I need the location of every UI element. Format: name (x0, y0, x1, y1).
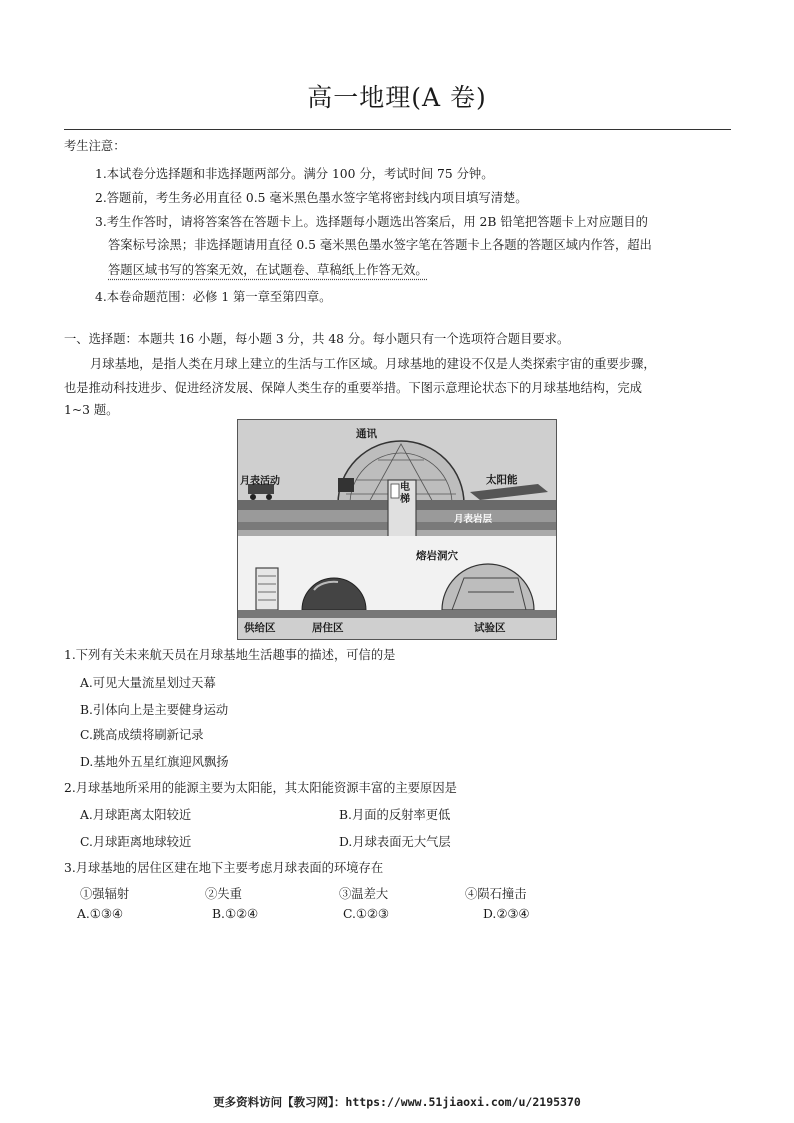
option: C.月球距离地球较近 (80, 835, 192, 849)
notice-item: 3.考生作答时，请将答案答在答题卡上。选择题每小题选出答案后，用 2B 铅笔把答题卡上对应题目的 (95, 215, 648, 229)
label-supply: 供给区 (244, 622, 276, 634)
label-residence: 居住区 (312, 622, 344, 634)
question-stem: 1.下列有关未来航天员在月球基地生活趣事的描述，可信的是 (64, 648, 396, 662)
section-heading: 一、选择题：本题共 16 小题，每小题 3 分，共 48 分。每小题只有一个选项符合题目要求。 (64, 332, 570, 346)
statement-item: ②失重 (205, 887, 242, 901)
label-solar: 太阳能 (486, 474, 518, 486)
option: B.月面的反射率更低 (339, 808, 451, 822)
label-regolith: 月表岩层 (454, 514, 493, 525)
label-surface-activity: 月表活动 (240, 476, 280, 487)
option: C.①②③ (343, 907, 389, 921)
intro-line: 月球基地，是指人类在月球上建立的生活与工作区域。月球基地的建设不仅是人类探索宇宙的重要步骤， (90, 357, 656, 371)
statement-item: ④陨石撞击 (465, 887, 527, 901)
option: D.月球表面无大气层 (339, 835, 451, 849)
notice-item: 4.本卷命题范围：必修 1 第一章至第四章。 (95, 290, 332, 304)
notice-heading: 考生注意： (64, 139, 126, 153)
question-stem: 2.月球基地所采用的能源主要为太阳能，其太阳能资源丰富的主要原因是 (64, 781, 457, 795)
notice-item: 1.本试卷分选择题和非选择题两部分。满分 100 分，考试时间 75 分钟。 (95, 167, 494, 181)
title-rule (64, 129, 731, 130)
option: D.基地外五星红旗迎风飘扬 (80, 755, 229, 769)
notice-item: 答题区域书写的答案无效，在试题卷、草稿纸上作答无效。 (108, 263, 428, 277)
option: B.引体向上是主要健身运动 (80, 703, 229, 717)
statement-item: ③温差大 (339, 887, 389, 901)
option: B.①②④ (212, 907, 259, 921)
footer-link[interactable]: 更多资料访问【教习网】：https://www.51jiaoxi.com/u/2195370 (213, 1095, 581, 1109)
statement-item: ①强辐射 (80, 887, 130, 901)
option: A.可见大量流星划过天幕 (80, 676, 216, 690)
question-stem: 3.月球基地的居住区建在地下主要考虑月球表面的环境存在 (64, 861, 384, 875)
option: A.月球距离太阳较近 (80, 808, 192, 822)
moon-base-illustration (238, 420, 556, 639)
option: A.①③④ (77, 907, 123, 921)
moon-base-diagram (237, 419, 557, 640)
notice-item: 2.答题前，考生务必用直径 0.5 毫米黑色墨水签字笔将密封线内项目填写清楚。 (95, 191, 528, 205)
option: D.②③④ (483, 907, 530, 921)
label-comm: 通讯 (356, 428, 377, 440)
label-elevator: 电梯 (400, 482, 410, 505)
page-title: 高一地理(A 卷) (307, 83, 487, 112)
label-test: 试验区 (474, 622, 506, 634)
intro-line: 1~3 题。 (64, 403, 119, 417)
option: C.跳高成绩将刷新记录 (80, 728, 204, 742)
notice-item: 答案标号涂黑；非选择题请用直径 0.5 毫米黑色墨水签字笔在答题卡上各题的答题区域内作答，超出 (108, 238, 652, 252)
label-lava-tube: 熔岩洞穴 (416, 550, 458, 562)
intro-line: 也是推动科技进步、促进经济发展、保障人类生存的重要举措。下图示意理论状态下的月球基地结构，完成 (64, 381, 642, 395)
